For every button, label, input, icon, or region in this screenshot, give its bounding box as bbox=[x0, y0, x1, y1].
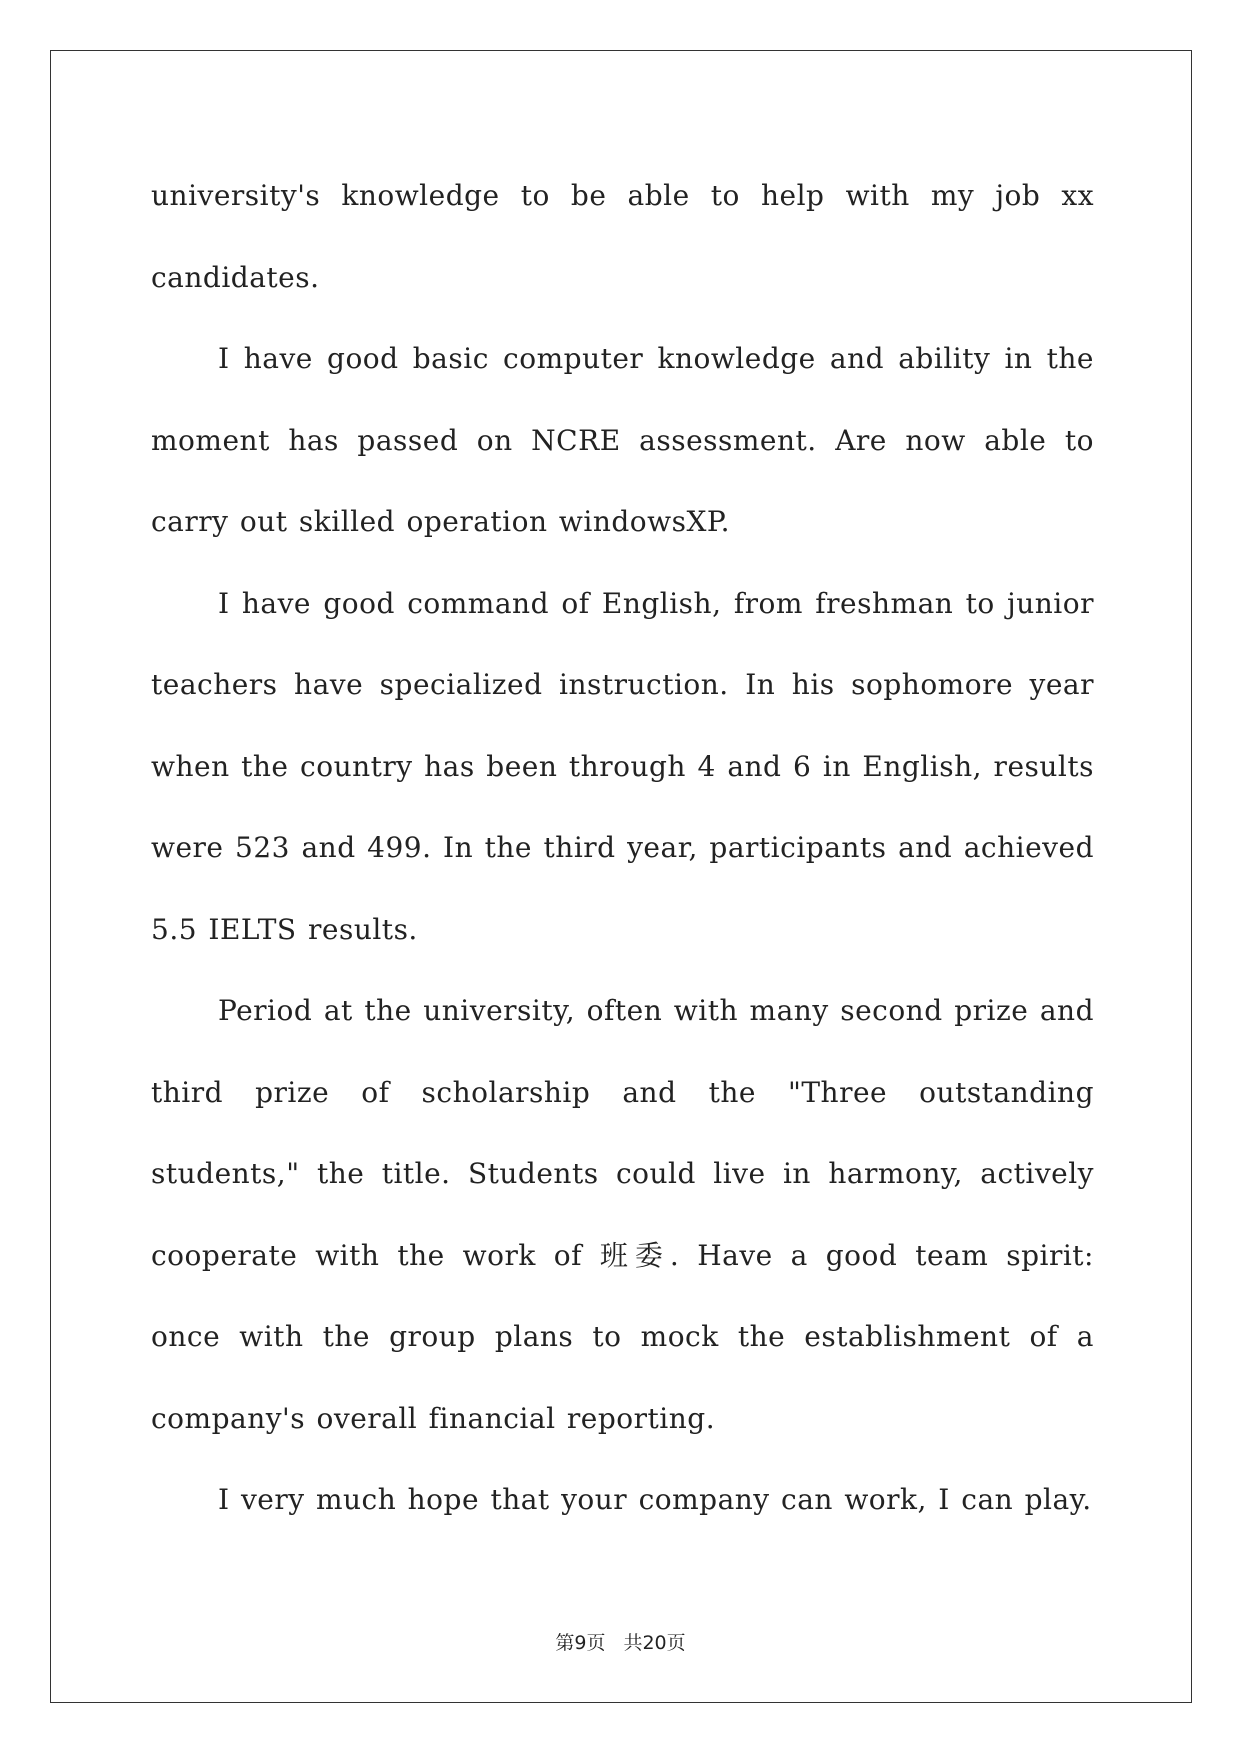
page-footer bbox=[0, 1628, 1241, 1655]
paragraph-5: I very much hope that your company can work, I can play. bbox=[218, 1483, 1092, 1516]
paragraph-4: Period at the university, often with many second prize and third prize of scholarship and the "Three outstanding students," the title. Students could live in harmony, actively cooperate with the work of 班委. Have a good team spirit: once with the group plans to mock the establishment of a company's overall financial reporting. bbox=[151, 994, 1094, 1435]
paragraph-2: I have good basic computer knowledge and ability in the moment has passed on NCRE assessment. Are now able to carry out skilled operation windowsXP. bbox=[151, 342, 1094, 538]
paragraph-3: I have good command of English, from freshman to junior teachers have specialized instruction. In his sophomore year when the country has been through 4 and 6 in English, results were 523 and 499. In the third year, participants and achieved 5.5 IELTS results. bbox=[151, 586, 1094, 946]
document-body bbox=[151, 155, 1094, 1541]
page-total: 共20页 bbox=[623, 1632, 686, 1654]
page-number: 第9页 bbox=[555, 1632, 606, 1654]
paragraph-1: university's knowledge to be able to help with my job xx candidates. bbox=[151, 179, 1094, 294]
